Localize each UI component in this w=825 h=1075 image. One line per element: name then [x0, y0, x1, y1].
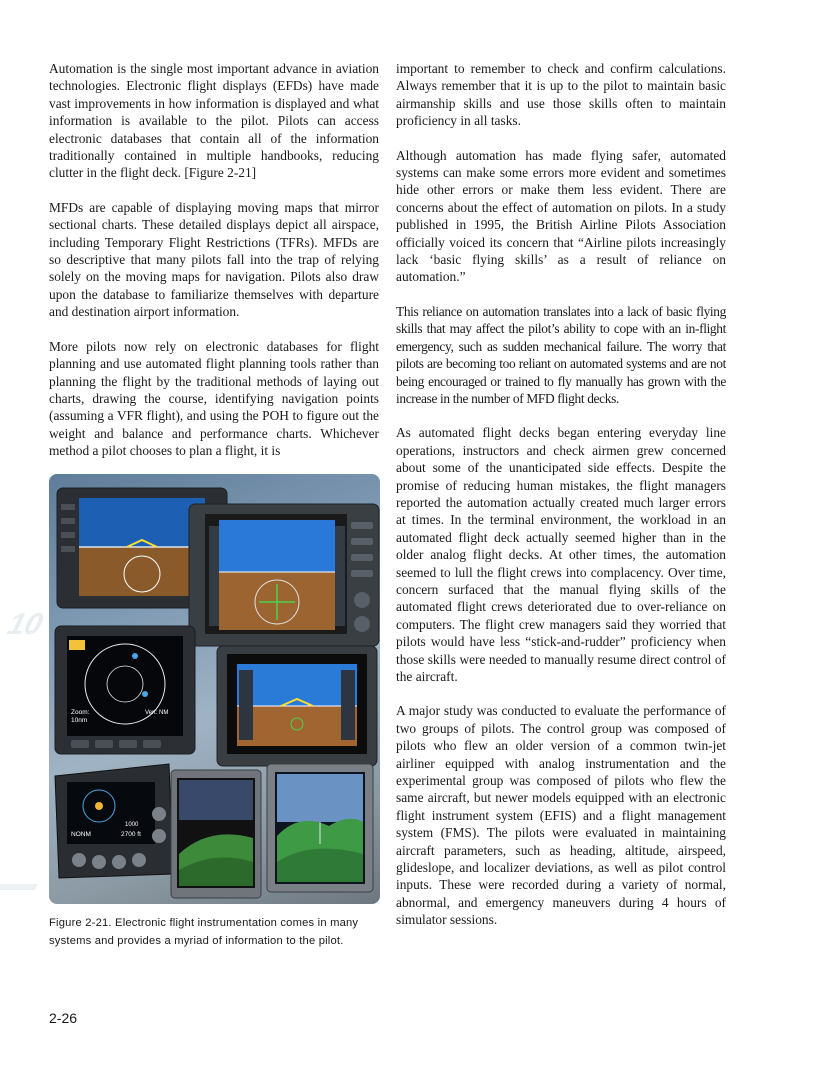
panel-nonm-label: NONM	[71, 831, 91, 838]
left-column	[49, 60, 379, 477]
map-zoom-value: 10nm	[71, 717, 88, 724]
display-mfd-map	[55, 626, 195, 754]
body-paragraph: As automated flight decks began entering everyday line operations, instructors and check airmen grew concerned about some of the unanticipated side effects. Despite the promise of reducing human mistakes, the flight managers reported the automation actually created much larger errors at times. In the terminal environment, the workload in an automated flight deck actually seemed higher than in the older analog flight decks. At other times, the automation seemed to lull the flight crews into complacency. Over time, concern surfaced that the manual flying skills of the automated flight crews deteriorated due to over-reliance on computers. The flight crew managers said they worried that pilots would have less “stick-and-rudder” proficiency when those skills were needed to manually resume direct control of the aircraft.	[396, 425, 726, 684]
figure-illustration	[1, 474, 380, 904]
right-column	[396, 60, 726, 946]
body-paragraph: More pilots now rely on electronic databases for flight planning and use automated flight planning tools rather than planning the flight by the traditional methods of laying out charts, drawing the course, identifying navigation points (assuming a VFR flight), and using the POH to figure out the weight and balance and performance charts. Whichever method a pilot chooses to plan a flight, it is	[49, 338, 379, 459]
map-zoom-label: Zoom:	[71, 709, 90, 716]
panel-altitude-label: 2700 ft	[121, 831, 141, 838]
body-paragraph: A major study was conducted to evaluate the performance of two groups of pilots. The control group was composed of pilots who flew an older version of a common twin-jet airliner equipped with analog instrumentation and the experimental group was composed of pilots who flew the same aircraft, but newer models equipped with an electronic flight instrument system (EFIS) and a flight management system (FMS). The pilots were evaluated in maintaining aircraft parameters, such as heading, altitude, airspeed, glideslope, and localizer deviations, as well as pilot control inputs. These were recorded during a variety of normal, abnormal, and emergency maneuvers during 4 hours of simulator sessions.	[396, 703, 726, 928]
display-compact-panel	[55, 764, 173, 878]
page-number: 2-26	[49, 1010, 78, 1026]
display-terrain-right	[267, 764, 373, 892]
body-paragraph: Automation is the single most important advance in aviation technologies. Electronic flight displays (EFDs) have made vast improvements in how information is displayed and what information is available to the pilot. Pilots can access electronic databases that contain all of the information traditionally contained in multiple handbooks, reducing clutter in the flight deck. [Figure 2-21]	[49, 61, 379, 181]
runway-number-top: 10	[1, 606, 51, 641]
body-paragraph: This reliance on automation translates into a lack of basic flying skills that may affect the pilot’s ability to cope with an in-flight emergency, such as sudden mechanical failure. The worry that pilots are becoming too reliant on automated systems and are not being encouraged or trained to fly manually has grown with the increase in the number of MFD flight decks.	[396, 303, 726, 406]
map-vert-label: Vert: NM	[145, 710, 169, 716]
figure-electronic-displays	[1, 474, 380, 904]
display-pfd-center	[189, 504, 379, 646]
display-pfd-right	[217, 646, 377, 766]
body-paragraph: important to remember to check and confirm calculations. Always remember that it is up to the pilot to maintain basic airmanship skills and use those skills often to maintain proficiency in all tasks.	[396, 61, 726, 129]
figure-caption: Figure 2-21. Electronic flight instrumentation comes in many systems and provides a myriad of information to the pilot.	[49, 917, 359, 947]
display-terrain-center	[171, 770, 261, 898]
body-paragraph: MFDs are capable of displaying moving maps that mirror sectional charts. These detailed displays depict all airspace, including Temporary Flight Restrictions (TFRs). MFDs are so descriptive that many pilots fall into the trap of relying solely on the moving maps for navigation. Pilots also draw upon the database to familiarize themselves with departure and destination airport information.	[49, 199, 379, 320]
runway-markings	[0, 606, 51, 908]
body-paragraph: Although automation has made flying safer, automated systems can make some errors more evident and sometimes hide other errors or make them less evident. There are concerns about the effect of automation on pilots. In a study published in 1995, the British Airline Pilots Association officially voiced its concern that “Airline pilots increasingly lack ‘basic flying skills’ as a result of reliance on automation.”	[396, 147, 726, 285]
panel-alt-small: 1000	[125, 822, 139, 828]
